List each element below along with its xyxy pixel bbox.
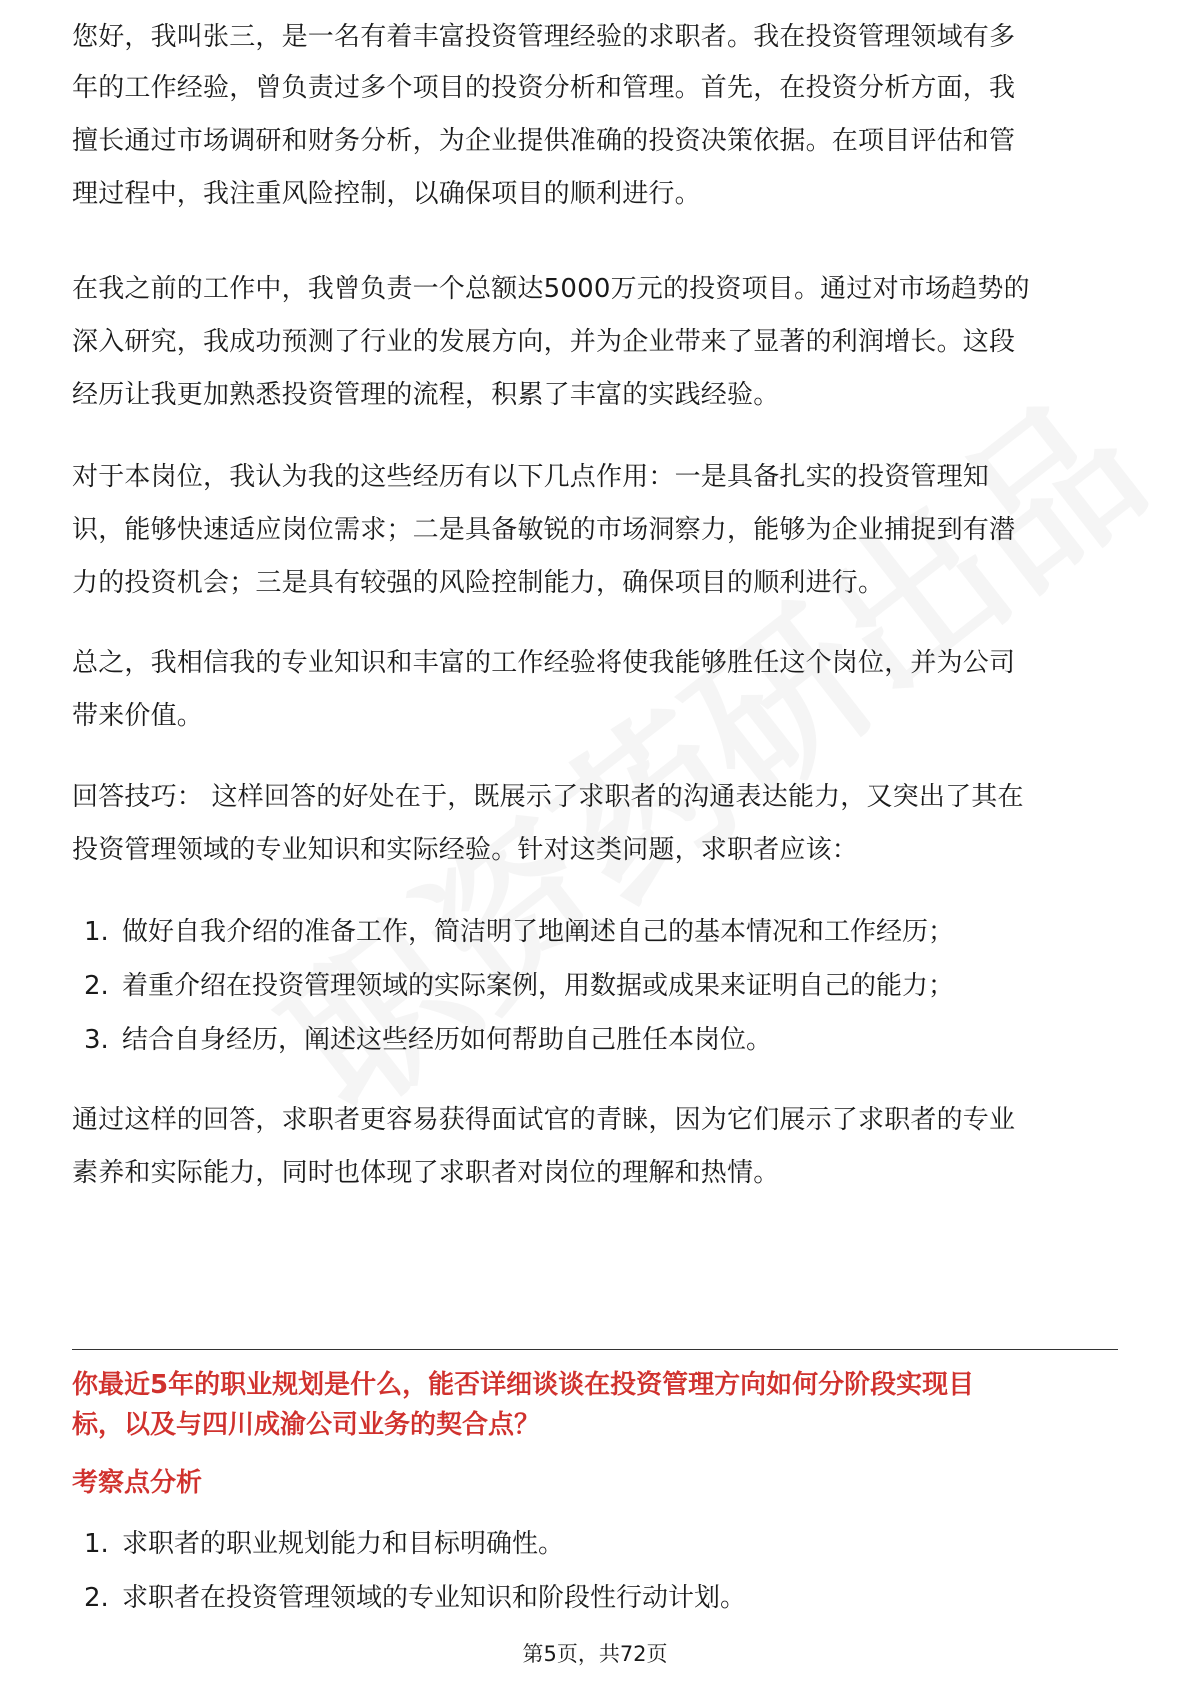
text-line: 经历让我更加熟悉投资管理的流程，积累了丰富的实践经验。	[72, 380, 780, 410]
list-text: 结合自身经历，阐述这些经历如何帮助自己胜任本岗位。	[122, 1025, 773, 1055]
list-number: 2.	[84, 1583, 109, 1613]
list-item	[84, 966, 954, 1006]
text-line: 通过这样的回答，求职者更容易获得面试官的青睐，因为它们展示了求职者的专业	[72, 1105, 1016, 1135]
text-line: 回答技巧： 这样回答的好处在于，既展示了求职者的沟通表达能力，又突出了其在	[72, 782, 1024, 812]
text-line: 投资管理领域的专业知识和实际经验。针对这类问题，求职者应该：	[72, 835, 859, 865]
list-text: 求职者的职业规划能力和目标明确性。	[122, 1529, 565, 1559]
role-fit-paragraph	[72, 448, 1118, 612]
text-line: 总之，我相信我的专业知识和丰富的工作经验将使我能够胜任这个岗位，并为公司	[72, 648, 1016, 678]
text-line: 深入研究，我成功预测了行业的发展方向，并为企业带来了显著的利润增长。这段	[72, 327, 1016, 357]
list-number: 1.	[84, 917, 109, 947]
experience-paragraph	[72, 260, 1118, 424]
text-line: 识，能够快速适应岗位需求；二是具备敏锐的市场洞察力，能够为企业捕捉到有潜	[72, 515, 1016, 545]
text-line: 在我之前的工作中，我曾负责一个总额达5000万元的投资项目。通过对市场趋势的	[72, 274, 1030, 304]
section-divider	[72, 1349, 1118, 1350]
text-line: 年的工作经验，曾负责过多个项目的投资分析和管理。首先，在投资分析方面，我	[72, 73, 1016, 103]
conclusion-paragraph	[72, 634, 1118, 745]
list-text: 求职者在投资管理领域的专业知识和阶段性行动计划。	[122, 1583, 747, 1613]
list-text: 做好自我介绍的准备工作，简洁明了地阐述自己的基本情况和工作经历；	[122, 917, 955, 947]
text-line: 力的投资机会；三是具有较强的风险控制能力，确保项目的顺利进行。	[72, 568, 885, 598]
document-page	[72, 0, 1118, 1684]
text-line: 您好，我叫张三，是一名有着丰富投资管理经验的求职者。我在投资管理领域有多	[72, 22, 1016, 52]
list-number: 2.	[84, 971, 109, 1001]
page-footer: 第5页，共72页	[522, 1642, 668, 1666]
list-item	[84, 1578, 746, 1618]
tips-paragraph	[72, 768, 1118, 879]
text-line: 素养和实际能力，同时也体现了求职者对岗位的理解和热情。	[72, 1158, 780, 1188]
list-item	[84, 912, 954, 952]
analysis-heading: 考察点分析	[72, 1468, 203, 1498]
text-line: 理过程中，我注重风险控制，以确保项目的顺利进行。	[72, 179, 701, 209]
list-item	[84, 1020, 772, 1060]
text-line: 标，以及与四川成渝公司业务的契合点？	[72, 1410, 541, 1440]
question-heading	[72, 1365, 1118, 1445]
list-number: 3.	[84, 1025, 109, 1055]
list-item	[84, 1524, 564, 1564]
text-line: 擅长通过市场调研和财务分析，为企业提供准确的投资决策依据。在项目评估和管	[72, 126, 1016, 156]
text-line: 对于本岗位，我认为我的这些经历有以下几点作用：一是具备扎实的投资管理知	[72, 462, 990, 492]
text-line: 你最近5年的职业规划是什么，能否详细谈谈在投资管理方向如何分阶段实现目	[72, 1370, 975, 1400]
text-line: 带来价值。	[72, 701, 204, 731]
list-text: 着重介绍在投资管理领域的实际案例，用数据或成果来证明自己的能力；	[122, 971, 955, 1001]
summary-paragraph	[72, 1091, 1118, 1202]
list-number: 1.	[84, 1529, 109, 1559]
intro-paragraph	[72, 20, 1118, 223]
